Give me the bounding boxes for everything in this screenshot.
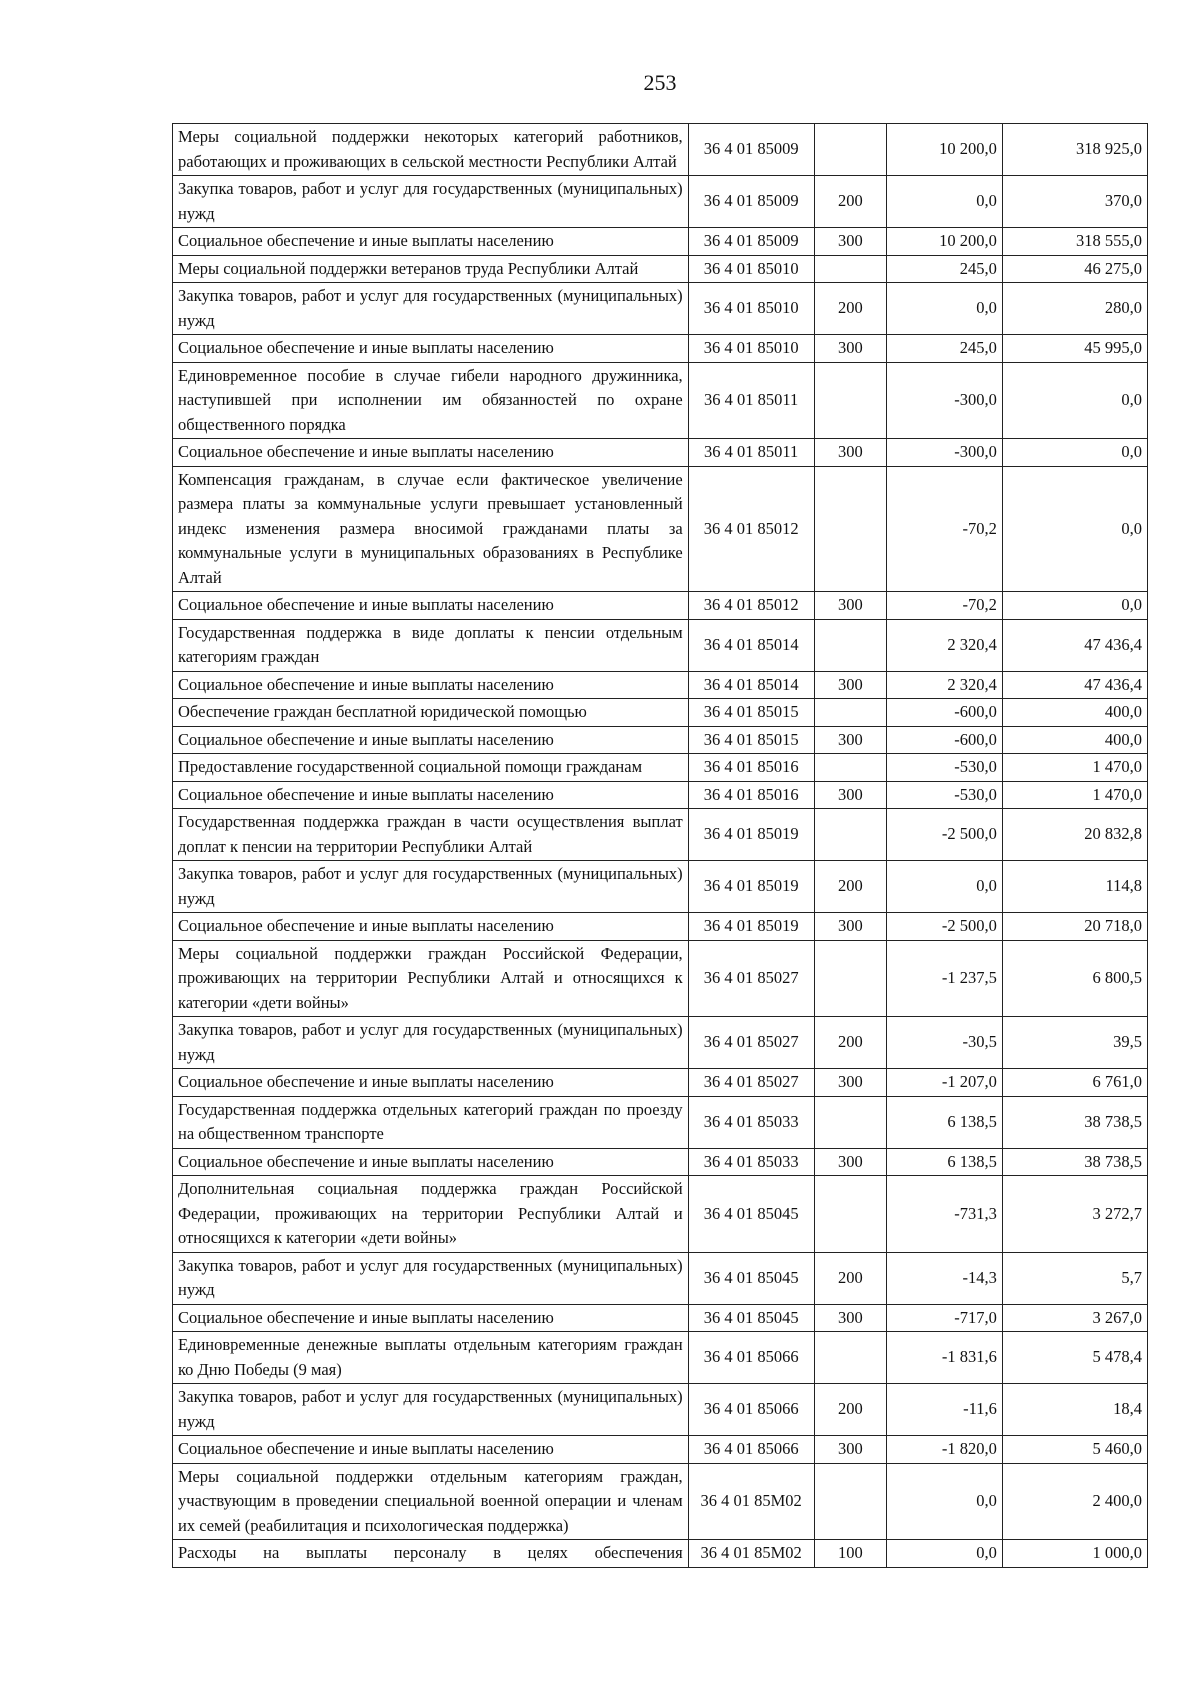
- row-total-amount-cell: 6 761,0: [1002, 1069, 1147, 1097]
- table-row: [173, 861, 1148, 913]
- table-row: [173, 228, 1148, 256]
- row-name-cell: Государственная поддержка граждан в части осуществления выплат доплат к пенсии на территории Республики Алтай: [173, 809, 689, 861]
- row-total-amount-cell: 370,0: [1002, 176, 1147, 228]
- row-change-amount-cell: -300,0: [887, 439, 1003, 467]
- row-code-cell: 36 4 01 85019: [688, 861, 814, 913]
- row-name-cell: Закупка товаров, работ и услуг для государственных (муниципальных) нужд: [173, 283, 689, 335]
- row-total-amount-cell: 38 738,5: [1002, 1096, 1147, 1148]
- row-change-amount-cell: 2 320,4: [887, 619, 1003, 671]
- row-name-cell: Социальное обеспечение и иные выплаты населению: [173, 228, 689, 256]
- row-total-amount-cell: 318 925,0: [1002, 124, 1147, 176]
- row-code-cell: 36 4 01 85019: [688, 913, 814, 941]
- row-expense-type-cell: 300: [814, 228, 887, 256]
- row-total-amount-cell: 5 460,0: [1002, 1436, 1147, 1464]
- row-name-cell: Меры социальной поддержки ветеранов труда Республики Алтай: [173, 255, 689, 283]
- row-total-amount-cell: 114,8: [1002, 861, 1147, 913]
- row-expense-type-cell: 200: [814, 861, 887, 913]
- row-name-cell: Закупка товаров, работ и услуг для государственных (муниципальных) нужд: [173, 1252, 689, 1304]
- row-total-amount-cell: 18,4: [1002, 1384, 1147, 1436]
- row-code-cell: 36 4 01 85045: [688, 1304, 814, 1332]
- row-expense-type-cell: [814, 754, 887, 782]
- table-row: [173, 1252, 1148, 1304]
- row-change-amount-cell: -11,6: [887, 1384, 1003, 1436]
- row-expense-type-cell: [814, 699, 887, 727]
- row-total-amount-cell: 2 400,0: [1002, 1463, 1147, 1540]
- row-expense-type-cell: [814, 124, 887, 176]
- row-total-amount-cell: 0,0: [1002, 362, 1147, 439]
- row-name-cell: Обеспечение граждан бесплатной юридической помощью: [173, 699, 689, 727]
- row-total-amount-cell: 20 832,8: [1002, 809, 1147, 861]
- row-code-cell: 36 4 01 85М02: [688, 1540, 814, 1568]
- row-code-cell: 36 4 01 85009: [688, 228, 814, 256]
- row-expense-type-cell: [814, 809, 887, 861]
- row-code-cell: 36 4 01 85014: [688, 671, 814, 699]
- table-row: [173, 1069, 1148, 1097]
- table-row: [173, 619, 1148, 671]
- row-expense-type-cell: 200: [814, 1384, 887, 1436]
- row-total-amount-cell: 400,0: [1002, 699, 1147, 727]
- row-expense-type-cell: [814, 1463, 887, 1540]
- row-code-cell: 36 4 01 85016: [688, 754, 814, 782]
- row-name-cell: Предоставление государственной социальной помощи гражданам: [173, 754, 689, 782]
- row-name-cell: Меры социальной поддержки некоторых категорий работников, работающих и проживающих в сельской местности Республики Алтай: [173, 124, 689, 176]
- row-change-amount-cell: -731,3: [887, 1176, 1003, 1253]
- table-row: [173, 726, 1148, 754]
- row-expense-type-cell: [814, 940, 887, 1017]
- row-name-cell: Государственная поддержка отдельных категорий граждан по проезду на общественном транспорте: [173, 1096, 689, 1148]
- row-expense-type-cell: [814, 255, 887, 283]
- row-expense-type-cell: 100: [814, 1540, 887, 1568]
- row-code-cell: 36 4 01 85045: [688, 1252, 814, 1304]
- row-total-amount-cell: 1 470,0: [1002, 754, 1147, 782]
- row-expense-type-cell: 300: [814, 1304, 887, 1332]
- row-name-cell: Закупка товаров, работ и услуг для государственных (муниципальных) нужд: [173, 1384, 689, 1436]
- row-total-amount-cell: 47 436,4: [1002, 619, 1147, 671]
- row-total-amount-cell: 0,0: [1002, 592, 1147, 620]
- table-row: [173, 124, 1148, 176]
- budget-table: [172, 123, 1148, 1568]
- table-row: [173, 176, 1148, 228]
- row-name-cell: Единовременное пособие в случае гибели народного дружинника, наступившей при исполнении им обязанностей по охране общественного порядка: [173, 362, 689, 439]
- row-expense-type-cell: 200: [814, 1252, 887, 1304]
- row-code-cell: 36 4 01 85033: [688, 1096, 814, 1148]
- row-name-cell: Социальное обеспечение и иные выплаты населению: [173, 726, 689, 754]
- table-row: [173, 1540, 1148, 1568]
- row-name-cell: Социальное обеспечение и иные выплаты населению: [173, 1436, 689, 1464]
- row-name-cell: Социальное обеспечение и иные выплаты населению: [173, 439, 689, 467]
- row-total-amount-cell: 0,0: [1002, 439, 1147, 467]
- row-expense-type-cell: 300: [814, 671, 887, 699]
- row-name-cell: Закупка товаров, работ и услуг для государственных (муниципальных) нужд: [173, 176, 689, 228]
- row-change-amount-cell: -530,0: [887, 781, 1003, 809]
- row-total-amount-cell: 1 470,0: [1002, 781, 1147, 809]
- row-change-amount-cell: 0,0: [887, 861, 1003, 913]
- table-row: [173, 439, 1148, 467]
- row-name-cell: Социальное обеспечение и иные выплаты населению: [173, 1148, 689, 1176]
- row-expense-type-cell: 300: [814, 592, 887, 620]
- row-total-amount-cell: 318 555,0: [1002, 228, 1147, 256]
- row-expense-type-cell: 300: [814, 1436, 887, 1464]
- table-row: [173, 1332, 1148, 1384]
- page-number: 253: [643, 70, 677, 95]
- row-expense-type-cell: [814, 1332, 887, 1384]
- row-expense-type-cell: 300: [814, 335, 887, 363]
- row-name-cell: Компенсация гражданам, в случае если фактическое увеличение размера платы за коммунальные услуги превышает установленный индекс изменения размера вносимой гражданами платы за коммунальные услуги в муниципальных образованиях в Республике Алтай: [173, 466, 689, 592]
- row-change-amount-cell: -717,0: [887, 1304, 1003, 1332]
- row-change-amount-cell: -1 207,0: [887, 1069, 1003, 1097]
- row-change-amount-cell: 10 200,0: [887, 228, 1003, 256]
- row-expense-type-cell: 200: [814, 176, 887, 228]
- table-row: [173, 362, 1148, 439]
- row-name-cell: Социальное обеспечение и иные выплаты населению: [173, 913, 689, 941]
- table-row: [173, 335, 1148, 363]
- row-expense-type-cell: [814, 1176, 887, 1253]
- row-change-amount-cell: -1 237,5: [887, 940, 1003, 1017]
- row-code-cell: 36 4 01 85010: [688, 283, 814, 335]
- row-code-cell: 36 4 01 85012: [688, 592, 814, 620]
- table-body: [173, 124, 1148, 1568]
- table-row: [173, 283, 1148, 335]
- table-row: [173, 809, 1148, 861]
- row-name-cell: Расходы на выплаты персоналу в целях обеспечения: [173, 1540, 689, 1568]
- row-code-cell: 36 4 01 85011: [688, 439, 814, 467]
- table-row: [173, 592, 1148, 620]
- row-change-amount-cell: 0,0: [887, 1463, 1003, 1540]
- row-change-amount-cell: -70,2: [887, 466, 1003, 592]
- row-code-cell: 36 4 01 85027: [688, 1017, 814, 1069]
- row-expense-type-cell: 300: [814, 1069, 887, 1097]
- row-expense-type-cell: [814, 362, 887, 439]
- row-expense-type-cell: [814, 1096, 887, 1148]
- row-code-cell: 36 4 01 85009: [688, 124, 814, 176]
- row-total-amount-cell: 47 436,4: [1002, 671, 1147, 699]
- row-change-amount-cell: 0,0: [887, 283, 1003, 335]
- row-change-amount-cell: -600,0: [887, 726, 1003, 754]
- row-total-amount-cell: 280,0: [1002, 283, 1147, 335]
- row-change-amount-cell: -1 820,0: [887, 1436, 1003, 1464]
- row-code-cell: 36 4 01 85015: [688, 726, 814, 754]
- row-expense-type-cell: 200: [814, 1017, 887, 1069]
- row-total-amount-cell: 1 000,0: [1002, 1540, 1147, 1568]
- row-expense-type-cell: [814, 466, 887, 592]
- row-total-amount-cell: 3 272,7: [1002, 1176, 1147, 1253]
- table-row: [173, 1304, 1148, 1332]
- row-code-cell: 36 4 01 85045: [688, 1176, 814, 1253]
- row-change-amount-cell: -600,0: [887, 699, 1003, 727]
- row-code-cell: 36 4 01 85010: [688, 335, 814, 363]
- row-name-cell: Дополнительная социальная поддержка граждан Российской Федерации, проживающих на территории Республики Алтай и относящихся к категории «дети войны»: [173, 1176, 689, 1253]
- row-code-cell: 36 4 01 85033: [688, 1148, 814, 1176]
- row-total-amount-cell: 46 275,0: [1002, 255, 1147, 283]
- row-code-cell: 36 4 01 85М02: [688, 1463, 814, 1540]
- table-row: [173, 940, 1148, 1017]
- row-change-amount-cell: -300,0: [887, 362, 1003, 439]
- row-code-cell: 36 4 01 85016: [688, 781, 814, 809]
- row-total-amount-cell: 20 718,0: [1002, 913, 1147, 941]
- row-code-cell: 36 4 01 85010: [688, 255, 814, 283]
- table-row: [173, 1096, 1148, 1148]
- table-row: [173, 255, 1148, 283]
- row-name-cell: Закупка товаров, работ и услуг для государственных (муниципальных) нужд: [173, 861, 689, 913]
- row-total-amount-cell: 0,0: [1002, 466, 1147, 592]
- row-expense-type-cell: 300: [814, 781, 887, 809]
- table-row: [173, 671, 1148, 699]
- row-name-cell: Социальное обеспечение и иные выплаты населению: [173, 335, 689, 363]
- row-change-amount-cell: 245,0: [887, 255, 1003, 283]
- table-row: [173, 1436, 1148, 1464]
- row-change-amount-cell: 245,0: [887, 335, 1003, 363]
- row-change-amount-cell: 2 320,4: [887, 671, 1003, 699]
- row-name-cell: Социальное обеспечение и иные выплаты населению: [173, 1069, 689, 1097]
- row-code-cell: 36 4 01 85066: [688, 1384, 814, 1436]
- table-row: [173, 1148, 1148, 1176]
- row-change-amount-cell: -2 500,0: [887, 913, 1003, 941]
- row-total-amount-cell: 5 478,4: [1002, 1332, 1147, 1384]
- row-code-cell: 36 4 01 85027: [688, 940, 814, 1017]
- row-change-amount-cell: -2 500,0: [887, 809, 1003, 861]
- table-row: [173, 913, 1148, 941]
- row-code-cell: 36 4 01 85066: [688, 1436, 814, 1464]
- row-code-cell: 36 4 01 85014: [688, 619, 814, 671]
- row-name-cell: Меры социальной поддержки граждан Российской Федерации, проживающих на территории Республики Алтай и относящихся к категории «дети войны»: [173, 940, 689, 1017]
- row-change-amount-cell: 6 138,5: [887, 1148, 1003, 1176]
- row-total-amount-cell: 6 800,5: [1002, 940, 1147, 1017]
- row-code-cell: 36 4 01 85012: [688, 466, 814, 592]
- row-total-amount-cell: 38 738,5: [1002, 1148, 1147, 1176]
- table-row: [173, 1384, 1148, 1436]
- row-total-amount-cell: 39,5: [1002, 1017, 1147, 1069]
- table-row: [173, 699, 1148, 727]
- row-code-cell: 36 4 01 85019: [688, 809, 814, 861]
- row-name-cell: Меры социальной поддержки отдельным категориям граждан, участвующим в проведении специальной военной операции и членам их семей (реабилитация и психологическая поддержка): [173, 1463, 689, 1540]
- row-code-cell: 36 4 01 85015: [688, 699, 814, 727]
- table-row: [173, 466, 1148, 592]
- row-expense-type-cell: 200: [814, 283, 887, 335]
- row-code-cell: 36 4 01 85027: [688, 1069, 814, 1097]
- row-change-amount-cell: -14,3: [887, 1252, 1003, 1304]
- row-change-amount-cell: 10 200,0: [887, 124, 1003, 176]
- row-expense-type-cell: 300: [814, 913, 887, 941]
- table-row: [173, 781, 1148, 809]
- row-change-amount-cell: 0,0: [887, 176, 1003, 228]
- row-name-cell: Социальное обеспечение и иные выплаты населению: [173, 1304, 689, 1332]
- row-expense-type-cell: 300: [814, 1148, 887, 1176]
- row-name-cell: Единовременные денежные выплаты отдельным категориям граждан ко Дню Победы (9 мая): [173, 1332, 689, 1384]
- row-name-cell: Закупка товаров, работ и услуг для государственных (муниципальных) нужд: [173, 1017, 689, 1069]
- row-name-cell: Государственная поддержка в виде доплаты к пенсии отдельным категориям граждан: [173, 619, 689, 671]
- table-row: [173, 1017, 1148, 1069]
- table-row: [173, 1463, 1148, 1540]
- row-expense-type-cell: 300: [814, 726, 887, 754]
- row-change-amount-cell: 6 138,5: [887, 1096, 1003, 1148]
- row-expense-type-cell: 300: [814, 439, 887, 467]
- row-expense-type-cell: [814, 619, 887, 671]
- row-code-cell: 36 4 01 85009: [688, 176, 814, 228]
- row-total-amount-cell: 3 267,0: [1002, 1304, 1147, 1332]
- row-total-amount-cell: 45 995,0: [1002, 335, 1147, 363]
- row-total-amount-cell: 400,0: [1002, 726, 1147, 754]
- row-change-amount-cell: -70,2: [887, 592, 1003, 620]
- row-name-cell: Социальное обеспечение и иные выплаты населению: [173, 592, 689, 620]
- row-change-amount-cell: -1 831,6: [887, 1332, 1003, 1384]
- row-code-cell: 36 4 01 85011: [688, 362, 814, 439]
- table-row: [173, 1176, 1148, 1253]
- row-name-cell: Социальное обеспечение и иные выплаты населению: [173, 671, 689, 699]
- row-total-amount-cell: 5,7: [1002, 1252, 1147, 1304]
- row-change-amount-cell: -530,0: [887, 754, 1003, 782]
- row-change-amount-cell: -30,5: [887, 1017, 1003, 1069]
- row-code-cell: 36 4 01 85066: [688, 1332, 814, 1384]
- row-name-cell: Социальное обеспечение и иные выплаты населению: [173, 781, 689, 809]
- table-row: [173, 754, 1148, 782]
- row-change-amount-cell: 0,0: [887, 1540, 1003, 1568]
